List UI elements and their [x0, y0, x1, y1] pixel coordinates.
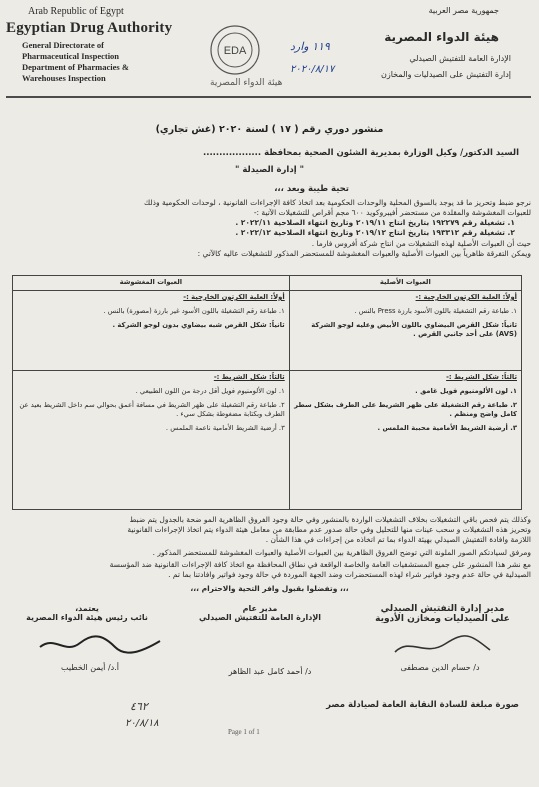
directorate-line1: General Directorate of: [22, 40, 104, 50]
original-carton-title: أولاً: العلبة الكرتون الخارجية :-: [415, 293, 517, 301]
addressee: السيد الدكتور/ وكيل الوزارة بمديرية الشئون الصحية بمحافظة ..................: [203, 148, 519, 158]
manager-name: د/ حسام الدين مصطفى: [400, 663, 480, 672]
handwritten-number: ٤٦٢: [130, 700, 148, 713]
header-country-ar: جمهورية مصر العربية: [428, 6, 499, 15]
eda-logo: [205, 22, 285, 82]
header-authority-ar: هيئة الدواء المصرية: [384, 30, 499, 44]
manager-role: على الصيدليات ومخازن الأدوية: [375, 614, 510, 624]
department-line2: Warehouses Inspection: [22, 73, 106, 83]
header-department-en: [22, 40, 172, 84]
page-indicator: Page 1 of 1: [228, 728, 260, 736]
original-strip-item1: ١. لون الألومنيوم فويل غامق .: [415, 387, 517, 395]
fake-strip-cell: [13, 371, 290, 510]
comparison-table: [12, 275, 522, 510]
header-department-ar: إدارة التفتيش على الصيدليات والمخازن: [381, 70, 511, 79]
deputy-role: نائب رئيس هيئة الدواء المصرية: [26, 613, 148, 622]
original-carton-cell: [289, 291, 521, 371]
dg-role: الإدارة العامة للتفتيش الصيدلي: [198, 613, 322, 622]
logo-text: EDA: [223, 45, 247, 57]
handwritten-date: ٢٠/٨/١٨: [125, 718, 159, 729]
fake-strip-title: ثالثاً: شكل الشريط :-: [213, 373, 285, 381]
manager-title: مدير إدارة التفتيش الصيدلي: [380, 604, 505, 614]
directorate-line2: Pharmaceutical Inspection: [22, 51, 120, 61]
closing-line2: وتحريز هذه التشغيلات و سحب عينات منها للتحليل وفي حالة صدور عدم مطابقة من معامل هيئة الدواء يتم اتخاذ الإجراءات القانونية: [127, 525, 531, 534]
logo-caption: هيئة الدواء المصرية: [210, 78, 283, 88]
closing-line6: الصيدلية في حالة عدم وجود فواتير شراء لهذه المستحضرات وضد الجهة الموردة في حالة وجود فواتير وافادتنا بما تم .: [168, 570, 531, 579]
batch-1: ١. تشغيلة رقم ١٩٢٢٧٩ بتاريخ انتاج ٢٠١٩/١١ وتاريخ انتهاء الصلاحية ٢٠٢٢/١١ .: [235, 218, 515, 227]
manager-signature-scribble: [390, 632, 500, 662]
col-original-header: العبوات الأصلية: [289, 276, 521, 291]
intro-line1: نرجو ضبط وتحريز ما قد يوجد بالسوق المحلية والوحدات الحكومية بعد اتخاذ كافة الإجراءات القانونية ، لوحدات الحكومية وذلك: [144, 198, 531, 207]
batch-2: ٢. تشغيلة رقم ١٩٣٣١٢ بتاريخ انتاج ٢٠١٩/١٢ وتاريخ انتهاء الصلاحية ٢٠٢٢/١٢ .: [235, 228, 515, 237]
dg-name: د/ أحمد كامل عبد الظاهر: [228, 667, 312, 676]
copy-to-line: صورة مبلغة للسادة النقابة العامة لصيادلة مصر: [326, 700, 519, 710]
fake-strip-item2: ٢. طباعة رقم التشغيلة على ظهر الشريط في مسافة أعمق بحوالي سم داخل الشريط بعيد عن الطرف وبكتابة مضغوطة بشكل سيء .: [19, 401, 285, 418]
dg-title: مدير عام: [242, 604, 278, 613]
closing-salutation: ،،، وتفضلوا بقبول وافر التحية والاحترام ،،،: [190, 584, 349, 593]
addressee-sub: " إدارة الصيدلة ": [234, 165, 305, 175]
intro-line2: للعبوات المغشوشة والمقلدة من مستحضر أفيبروكويد ٦٠٠ مجم أقراص للتشغيلات الآتية :-: [253, 208, 531, 217]
original-strip-item2: ٢. طباعة رقم التشغيلة على ظهر الشريط على الطرف بشكل سطر كامل واضح ومنظم .: [294, 401, 517, 418]
department-line1: Department of Pharmacies &: [22, 62, 129, 72]
note-origin: حيث أن العبوات الأصلية لهذه التشغيلات من انتاج شركة أفروس فارما .: [311, 239, 531, 248]
original-carton-item1: ١. طباعة رقم التشغيلة باللون الأسود بارزة Press بالنس .: [354, 307, 517, 315]
note-compare: ويمكن التفرقة ظاهرياً بين العبوات الأصلية والعبوات المغشوشة للمستحضر المذكور للتشغيلات عاليه كالآتي :: [197, 249, 531, 258]
closing-line4: ومرفق لسيادتكم الصور الملونة التي توضح الفروق الظاهرية بين العبوات الأصلية والعبوات المغشوشة للمستحضر المذكور .: [152, 548, 531, 557]
deputy-signature-scribble: [30, 633, 170, 657]
fake-strip-item3: ٣. أرضية الشريط الأمامية ناعمة الملمس .: [165, 424, 285, 432]
fake-tablet-shape: ثانياً: شكل القرص شبه بيضاوي بدون لوجو الشركة .: [112, 321, 285, 329]
signature-block-director-general: [185, 604, 335, 622]
closing-line3: اللازمة وافادة التفتيش الصيدلي بهيئة الدواء بما تم اتخاذه من إجراءات في هذا الشأن .: [265, 535, 531, 544]
fake-carton-title: أولاً: العلبة الكرتون الخارجية :-: [183, 293, 285, 301]
deputy-title: يعتمد،: [75, 604, 99, 613]
incoming-stamp-number: ١١٩ وارد: [290, 40, 330, 53]
greeting: تحية طيبة وبعد ،،،: [274, 184, 349, 194]
original-strip-title: ثالثاً: شكل الشريط :-: [446, 373, 517, 381]
fake-carton-cell: [13, 291, 290, 371]
fake-carton-item1: ١. طباعة رقم التشغيلة باللون الأسود غير بارزة (مصورة) بالنس .: [103, 307, 285, 315]
deputy-name: أ.د/ أيمن الخطيب: [61, 663, 119, 672]
header-authority-en: Egyptian Drug Authority: [6, 20, 173, 36]
circular-title: منشور دوري رقم ( ١٧ ) لسنة ٢٠٢٠ (غش تجاري): [155, 124, 384, 135]
original-tablet-shape: ثانياً: شكل القرص البيضاوي باللون الأبيض وعليه لوجو الشركة (AVS) على أحد جانبي القرص .: [311, 321, 517, 338]
header-divider: [6, 96, 531, 98]
fake-strip-item1: ١. لون الألومنيوم فويل أقل درجة من اللون الطبيعي .: [135, 387, 285, 395]
closing-line5: مع نشر هذا المنشور على جميع المستشفيات العامة والخاصة الواقعة في نطاق المحافظة مع اتخاذ كافة الإجراءات القانونية ضد المؤسسة: [109, 560, 531, 569]
header-directorate-ar: الإدارة العامة للتفتيش الصيدلي: [409, 54, 511, 63]
signature-block-deputy: [12, 604, 162, 622]
header-country-en: Arab Republic of Egypt: [28, 6, 124, 17]
original-strip-cell: [289, 371, 521, 510]
incoming-stamp-date: ٢٠٢٠/٨/١٧: [290, 64, 335, 75]
closing-line1: وكذلك يتم فحص باقي التشغيلات بخلاف التشغيلات الواردة بالمنشور وفي حالة وجود الفروق الظاهرية المو ضحة بالجدول يتم ضبط: [129, 515, 531, 524]
signature-block-inspection-manager: [355, 604, 530, 624]
original-strip-item3: ٣. أرضية الشريط الأمامية محببة الملمس .: [377, 424, 517, 432]
col-fake-header: العبوات المغشوشة: [13, 276, 290, 291]
